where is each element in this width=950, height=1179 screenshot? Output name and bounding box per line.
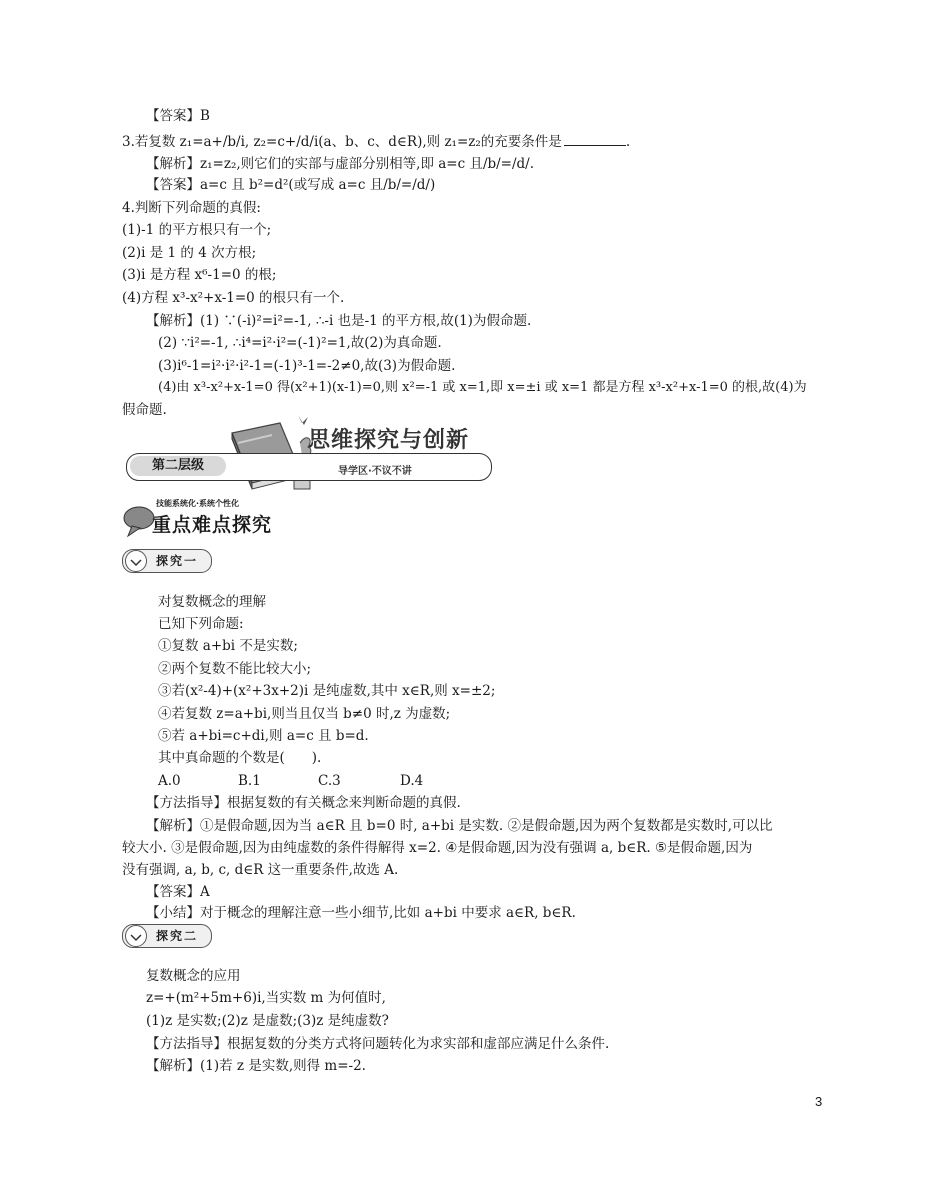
banner-title: 思维探究与创新 bbox=[308, 428, 470, 453]
question-3-text: 3.若复数 z₁=a+/b/i, z₂=c+/d/i(a、b、c、d∈R),则 z₁=z₂的充要条件是 bbox=[122, 134, 562, 150]
proposition-1: ①复数 a+bi 不是实数; bbox=[158, 638, 298, 654]
analysis-1-line2: 较大小. ③是假命题,因为由纯虚数的条件得解得 x=2. ④是假命题,因为没有强调 a, b∈R. ⑤是假命题,因为 bbox=[122, 840, 753, 856]
section-title: 重点难点探究 bbox=[152, 514, 273, 536]
proposition-2: ②两个复数不能比较大小; bbox=[158, 661, 312, 677]
analysis-1-line1: 【解析】①是假命题,因为当 a∈R 且 b=0 时, a+bi 是实数. ②是假命题,因为两个复数都是实数时,可以比 bbox=[146, 818, 773, 834]
option-d: D.4 bbox=[400, 773, 424, 789]
analysis-4-3: (3)i⁶-1=i²·i²·i²-1=(-1)³-1=-2≠0,故(3)为假命题. bbox=[158, 358, 456, 374]
tanjiu-1-text: 探究一 bbox=[156, 554, 199, 568]
section-heading bbox=[122, 498, 322, 538]
analysis-4-4: (4)由 x³-x²+x-1=0 得(x²+1)(x-1)=0,则 x²=-1 或 x=1,即 x=±i 或 x=1 都是方程 x³-x²+x-1=0 的根,故(4)为 bbox=[158, 380, 807, 395]
page-number: 3 bbox=[815, 1094, 823, 1109]
chevron-down-icon bbox=[130, 934, 142, 942]
question-4: 4.判断下列命题的真假: bbox=[122, 200, 261, 216]
text-answer-b: 【答案】B bbox=[146, 108, 210, 124]
analysis-4-2: (2) ∵i²=-1, ∴i⁴=i²·i²=(-1)²=1,故(2)为真命题. bbox=[158, 335, 442, 351]
analysis-1-line3: 没有强调, a, b, c, d∈R 这一重要条件,故选 A. bbox=[122, 862, 399, 878]
q4-item-1: (1)-1 的平方根只有一个; bbox=[122, 222, 272, 238]
topic-1: 对复数概念的理解 bbox=[158, 594, 266, 610]
problem-question: 其中真命题的个数是( ). bbox=[158, 750, 322, 766]
answer-1: 【答案】A bbox=[146, 884, 210, 900]
level-banner bbox=[122, 413, 494, 491]
speech-bubble-icon bbox=[122, 504, 156, 538]
answer-blank bbox=[564, 131, 626, 146]
q4-item-3: (3)i 是方程 x⁶-1=0 的根; bbox=[122, 267, 277, 283]
problem-2: z=+(m²+5m+6)i,当实数 m 为何值时, bbox=[146, 990, 386, 1006]
q4-item-2: (2)i 是 1 的 4 次方根; bbox=[122, 245, 257, 261]
section-small-text: 技能系统化·系统个性化 bbox=[156, 499, 240, 508]
proposition-4: ④若复数 z=a+bi,则当且仅当 b≠0 时,z 为虚数; bbox=[158, 706, 451, 722]
method-guide-1: 【方法指导】根据复数的有关概念来判断命题的真假. bbox=[146, 795, 461, 811]
level-tag: 第二层级 bbox=[130, 456, 226, 476]
analysis-2: 【解析】(1)若 z 是实数,则得 m=-2. bbox=[146, 1058, 366, 1074]
problem-intro: 已知下列命题: bbox=[158, 616, 244, 632]
analysis-4-4-cont: 假命题. bbox=[122, 402, 167, 418]
proposition-5: ⑤若 a+bi=c+di,则 a=c 且 b=d. bbox=[158, 728, 369, 744]
option-c: C.3 bbox=[318, 773, 341, 789]
analysis-4-1: 【解析】(1) ∵(-i)²=i²=-1, ∴-i 也是-1 的平方根,故(1)为假命题. bbox=[146, 313, 532, 329]
option-b: B.1 bbox=[238, 773, 261, 789]
summary-1: 【小结】对于概念的理解注意一些小细节,比如 a+bi 中要求 a∈R, b∈R. bbox=[146, 905, 576, 921]
proposition-3: ③若(x²-4)+(x²+3x+2)i 是纯虚数,其中 x∈R,则 x=±2; bbox=[158, 683, 496, 699]
tanjiu-2-label bbox=[122, 922, 214, 948]
q4-item-4: (4)方程 x³-x²+x-1=0 的根只有一个. bbox=[122, 290, 345, 306]
method-guide-2: 【方法指导】根据复数的分类方式将问题转化为求实部和虚部应满足什么条件. bbox=[146, 1036, 610, 1052]
chevron-down-icon bbox=[130, 559, 142, 567]
analysis-3: 【解析】z₁=z₂,则它们的实部与虚部分别相等,即 a=c 且/b/=/d/. bbox=[146, 156, 535, 172]
tanjiu-1-label bbox=[122, 547, 214, 573]
option-a: A.0 bbox=[158, 773, 181, 789]
question-3: 3.若复数 z₁=a+/b/i, z₂=c+/d/i(a、b、c、d∈R),则 z₁=z₂的充要条件是 . bbox=[122, 131, 630, 151]
answer-3: 【答案】a=c 且 b²=d²(或写成 a=c 且/b/=/d/) bbox=[146, 177, 436, 193]
banner-subtitle: 导学区·不议不讲 bbox=[338, 466, 412, 477]
tanjiu-2-text: 探究二 bbox=[156, 929, 199, 943]
problem-2-parts: (1)z 是实数;(2)z 是虚数;(3)z 是纯虚数? bbox=[146, 1013, 389, 1029]
topic-2: 复数概念的应用 bbox=[146, 968, 241, 984]
